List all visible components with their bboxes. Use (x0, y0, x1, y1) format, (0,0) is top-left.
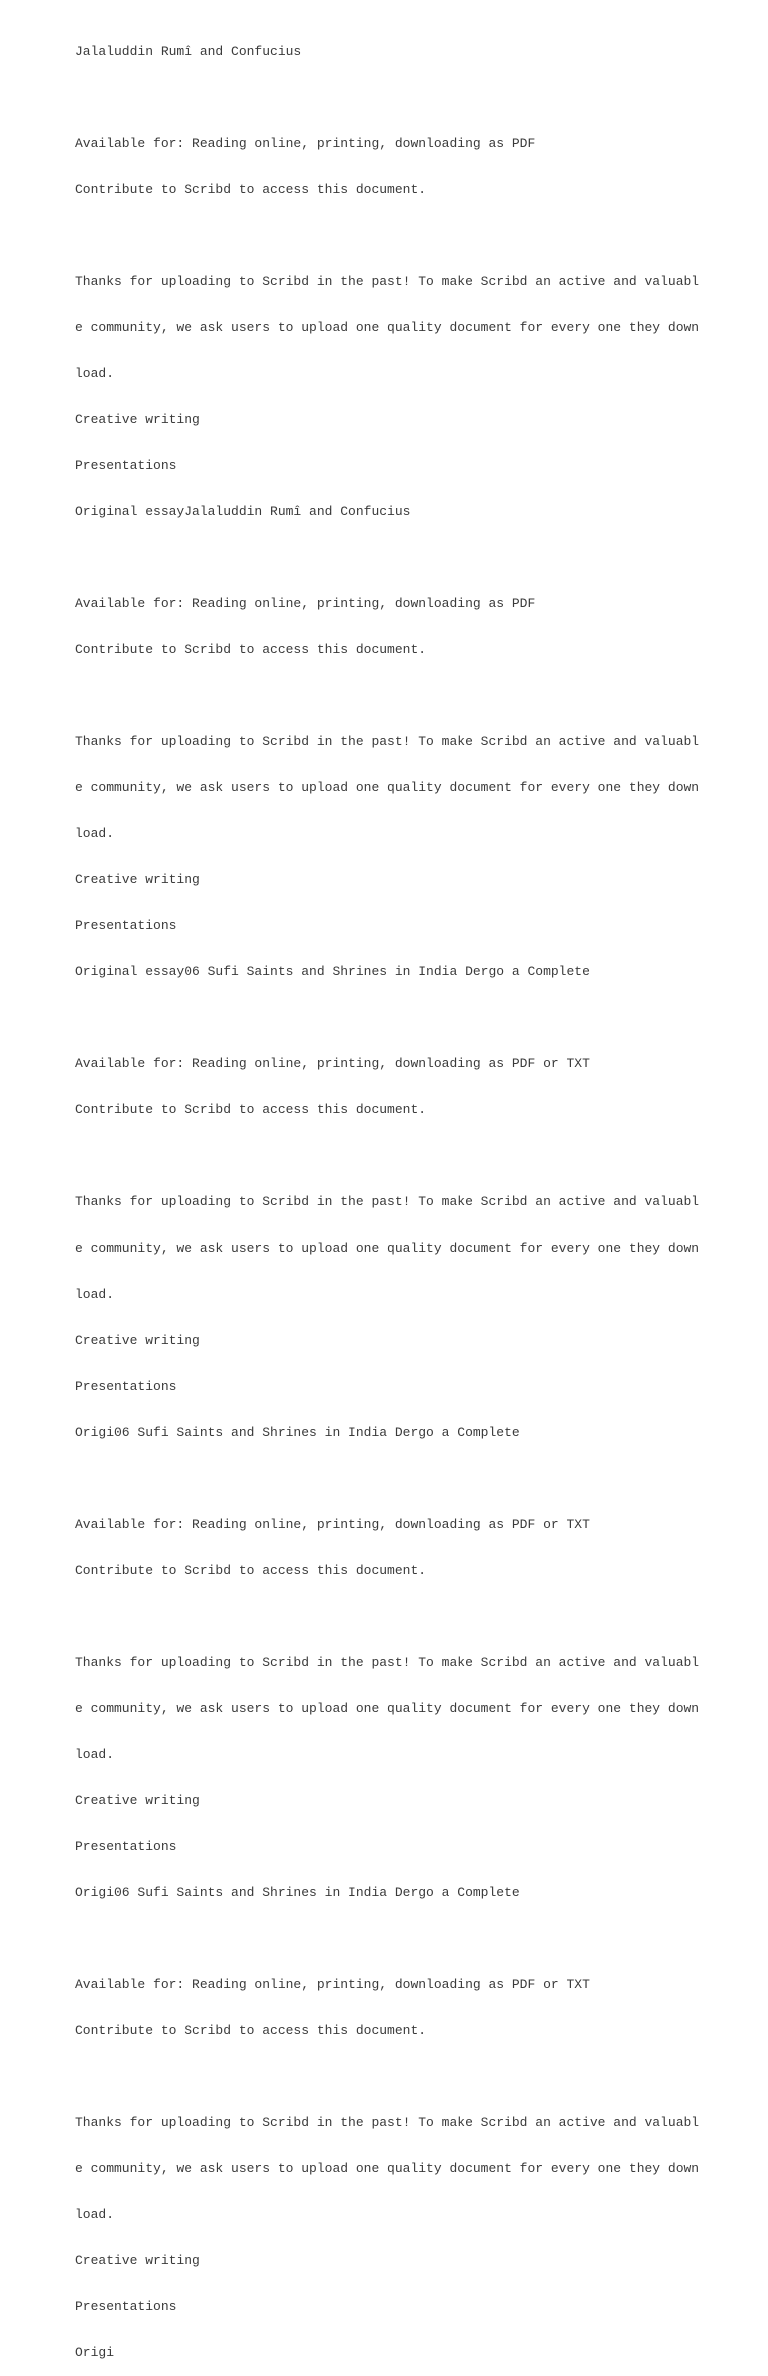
text-line: Contribute to Scribd to access this document. (75, 2023, 427, 2039)
text-line: e community, we ask users to upload one quality document for every one they down (75, 2161, 700, 2177)
text-line: Original essay06 Sufi Saints and Shrines in India Dergo a Complete (75, 964, 590, 980)
blank-line (75, 688, 675, 703)
blank-line (75, 1931, 675, 1946)
text-line: Thanks for uploading to Scribd in the past! To make Scribd an active and valuabl (75, 273, 700, 289)
text-line: Original essayJalaluddin Rumî and Confucius (75, 504, 411, 519)
blank-line (75, 228, 675, 243)
text-line: Thanks for uploading to Scribd in the past! To make Scribd an active and valuabl (75, 1654, 700, 1670)
text-line: Contribute to Scribd to access this document. (75, 642, 427, 658)
text-line: Available for: Reading online, printing, downloading as PDF or TXT (75, 1056, 590, 1072)
text-line: Available for: Reading online, printing, downloading as PDF or TXT (75, 1516, 590, 1532)
text-line: Thanks for uploading to Scribd in the past! To make Scribd an active and valuabl (75, 2115, 700, 2131)
blank-line (75, 90, 675, 105)
text-line: Creative writing (75, 2253, 200, 2269)
text-line: Contribute to Scribd to access this document. (75, 1562, 427, 1578)
text-line: Presentations (75, 918, 177, 934)
text-line: e community, we ask users to upload one quality document for every one they down (75, 780, 700, 796)
text-line: e community, we ask users to upload one quality document for every one they down (75, 319, 700, 335)
blank-line (75, 1010, 675, 1025)
text-line: Creative writing (75, 1792, 200, 1808)
text-line: Origi06 Sufi Saints and Shrines in India Dergo a Complete (75, 1884, 520, 1900)
text-line: Thanks for uploading to Scribd in the past! To make Scribd an active and valuabl (75, 1194, 700, 1210)
text-line: Available for: Reading online, printing, downloading as PDF (75, 596, 536, 612)
text-line: Available for: Reading online, printing, downloading as PDF or TXT (75, 1977, 590, 1992)
text-line: load. (75, 1746, 115, 1762)
text-line: Origi (75, 2345, 115, 2361)
blank-line (75, 2069, 675, 2084)
text-line: Contribute to Scribd to access this document. (75, 181, 427, 197)
blank-line (75, 1148, 675, 1163)
text-line: Jalaluddin Rumî and Confucius (75, 43, 302, 59)
text-line: load. (75, 826, 115, 842)
text-line: Presentations (75, 2299, 177, 2315)
blank-line (75, 550, 675, 565)
text-line: Creative writing (75, 1332, 200, 1348)
text-line: Available for: Reading online, printing, downloading as PDF (75, 135, 536, 151)
text-line: Creative writing (75, 872, 200, 888)
text-line: Presentations (75, 1838, 177, 1854)
text-line: e community, we ask users to upload one quality document for every one they down (75, 1700, 700, 1716)
text-line: Contribute to Scribd to access this document. (75, 1102, 427, 1118)
blank-line (75, 1609, 675, 1624)
text-line: Origi06 Sufi Saints and Shrines in India Dergo a Complete (75, 1424, 520, 1440)
text-line: Presentations (75, 457, 177, 473)
text-line: Creative writing (75, 411, 200, 427)
text-line: Presentations (75, 1378, 177, 1394)
text-line: load. (75, 2207, 115, 2223)
text-line: Thanks for uploading to Scribd in the past! To make Scribd an active and valuabl (75, 734, 700, 750)
text-line: load. (75, 365, 115, 381)
text-line: e community, we ask users to upload one quality document for every one they down (75, 1240, 700, 1256)
blank-line (75, 1471, 675, 1486)
text-line: load. (75, 1286, 115, 1302)
document-text (75, 13, 700, 2376)
